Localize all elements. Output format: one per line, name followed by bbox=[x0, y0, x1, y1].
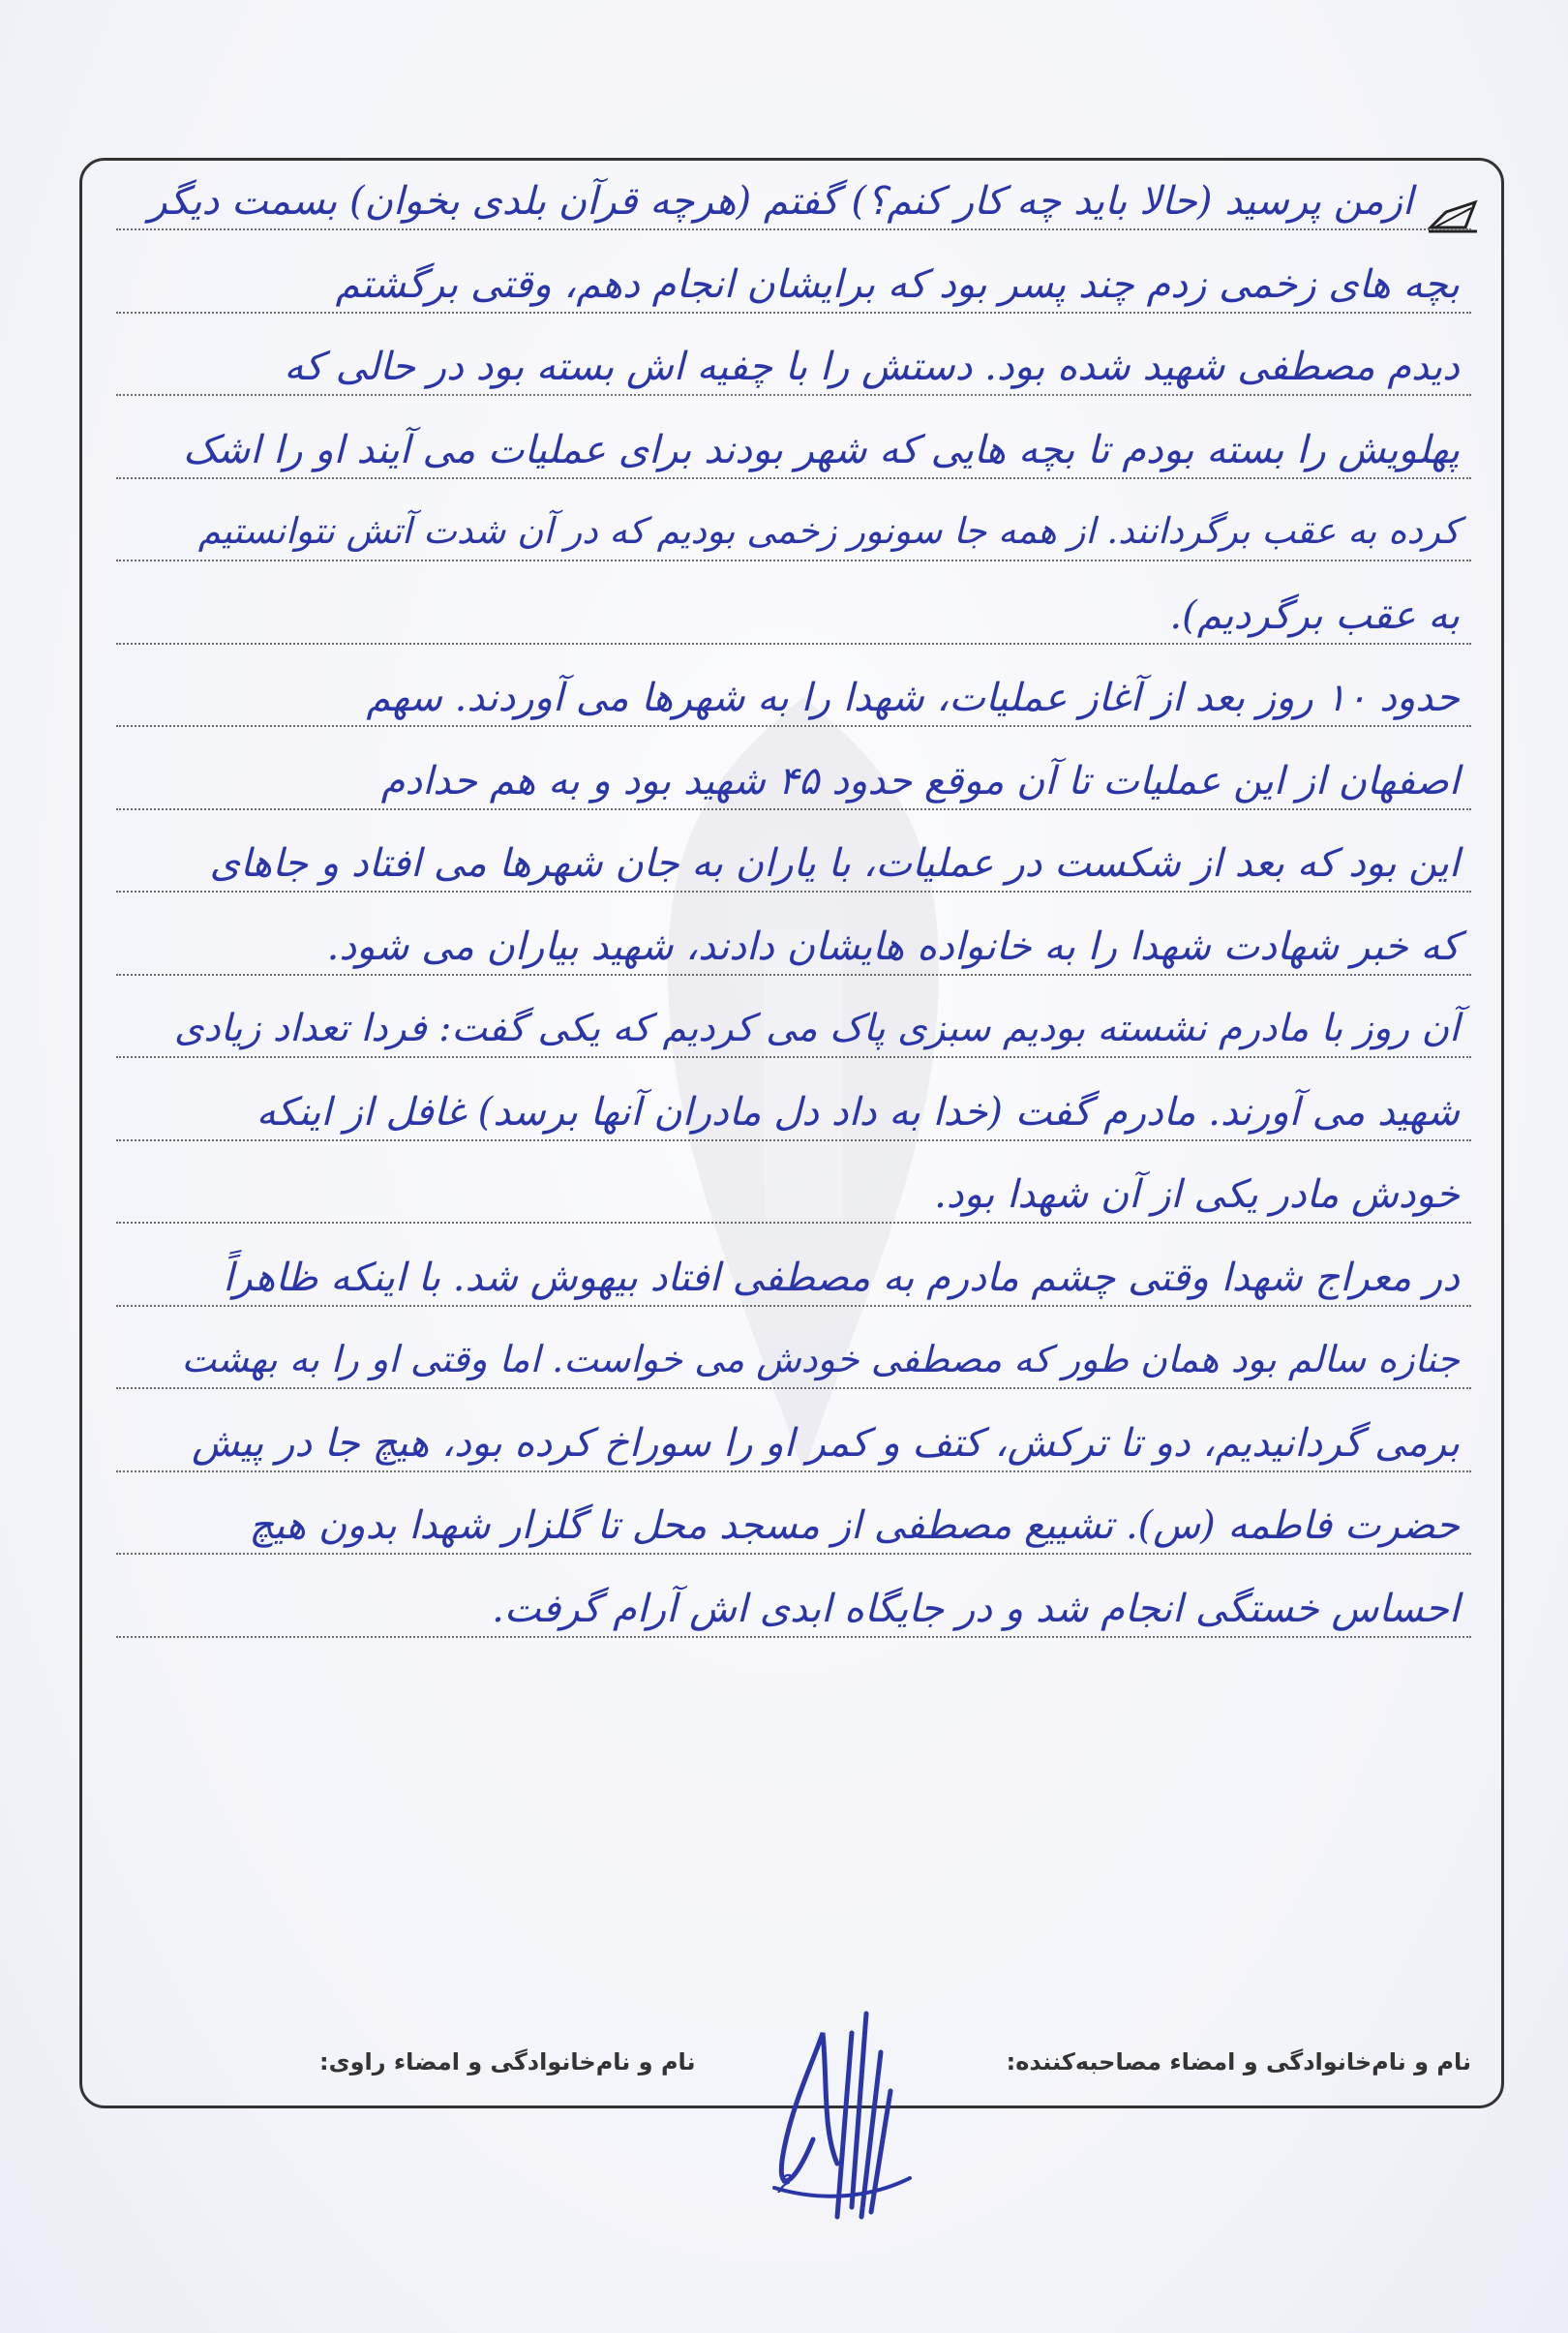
handwritten-line: اصفهان از این عملیات تا آن موقع حدود ۴۵ شهید بود و به هم حدادم bbox=[380, 758, 1460, 803]
ruled-line bbox=[116, 1056, 1471, 1058]
handwritten-line: حضرت فاطمه (س). تشییع مصطفی از مسجد محل تا گلزار شهدا بدون هیچ bbox=[249, 1503, 1460, 1548]
ruled-line bbox=[116, 891, 1471, 893]
handwritten-line: دیدم مصطفی شهید شده بود. دستش را با چفیه اش بسته بود در حالی که bbox=[284, 345, 1460, 389]
ruled-line bbox=[116, 1636, 1471, 1638]
ruled-line bbox=[116, 725, 1471, 727]
handwritten-line: احساس خستگی انجام شد و در جایگاه ابدی اش آرام گرفت. bbox=[492, 1586, 1460, 1631]
handwritten-line: شهید می آورند. مادرم گفت (خدا به داد دل مادران آنها برسد) غافل از اینکه bbox=[256, 1089, 1460, 1135]
handwritten-line: این بود که بعد از شکست در عملیات، با یاران به جان شهرها می افتاد و جاهای bbox=[209, 841, 1460, 886]
handwritten-line: در معراج شهدا وقتی چشم مادرم به مصطفی افتاد بیهوش شد. با اینکه ظاهراً bbox=[223, 1255, 1460, 1300]
handwritten-line: جنازه سالم بود همان طور که مصطفی خودش می خواست. اما وقتی او را به بهشت bbox=[181, 1338, 1460, 1380]
narrator-signature-label: نام و نام‌خانوادگی و امضاء راوی: bbox=[319, 2048, 696, 2075]
handwritten-line: آن روز با مادرم نشسته بودیم سبزی پاک می کردیم که یکی گفت: فردا تعداد زیادی bbox=[173, 1007, 1460, 1050]
ruled-line bbox=[116, 312, 1471, 314]
handwritten-line: ازمن پرسید (حالا باید چه کار کنم؟) گفتم (هرچه قرآن بلدی بخوان) بسمت دیگر bbox=[148, 179, 1413, 224]
ruled-line bbox=[116, 1139, 1471, 1141]
ruled-line bbox=[116, 477, 1471, 479]
handwritten-line: حدود ۱۰ روز بعد از آغاز عملیات، شهدا را به شهرها می آوردند. سهم bbox=[366, 676, 1460, 720]
handwritten-line: خودش مادر یکی از آن شهدا بود. bbox=[934, 1172, 1460, 1217]
ruled-line bbox=[116, 228, 1471, 230]
handwritten-line: بچه های زخمی زدم چند پسر بود که برایشان انجام دهم، وقتی برگشتم bbox=[335, 261, 1460, 307]
interviewer-signature-label: نام و نام‌خانوادگی و امضاء مصاحبه‌کننده: bbox=[1006, 2048, 1471, 2075]
handwritten-line: کرده به عقب برگردانند. از همه جا سونور زخمی بودیم که در آن شدت آتش نتوانستیم bbox=[197, 510, 1460, 552]
ruled-line bbox=[116, 1305, 1471, 1307]
handwritten-line: به عقب برگردیم). bbox=[1169, 592, 1460, 638]
handwritten-line: که خبر شهادت شهدا را به خانواده هایشان دادند، شهید بیاران می شود. bbox=[326, 924, 1460, 969]
ruled-line bbox=[116, 974, 1471, 976]
handwritten-line: پهلویش را بسته بودم تا بچه هایی که شهر بودند برای عملیات می آیند او را اشک bbox=[182, 427, 1460, 472]
ruled-line bbox=[116, 808, 1471, 810]
ruled-line bbox=[116, 1222, 1471, 1224]
ruled-line bbox=[116, 394, 1471, 396]
page-number: ۶ bbox=[774, 2166, 791, 2200]
ruled-line bbox=[116, 560, 1471, 561]
ruled-line bbox=[116, 1553, 1471, 1555]
handwritten-line: برمی گردانیدیم، دو تا ترکش، کتف و کمر او را سوراخ کرده بود، هیچ جا در پیش bbox=[192, 1420, 1460, 1466]
ruled-line bbox=[116, 1470, 1471, 1472]
ruled-line bbox=[116, 1387, 1471, 1389]
ruled-line bbox=[116, 643, 1471, 645]
